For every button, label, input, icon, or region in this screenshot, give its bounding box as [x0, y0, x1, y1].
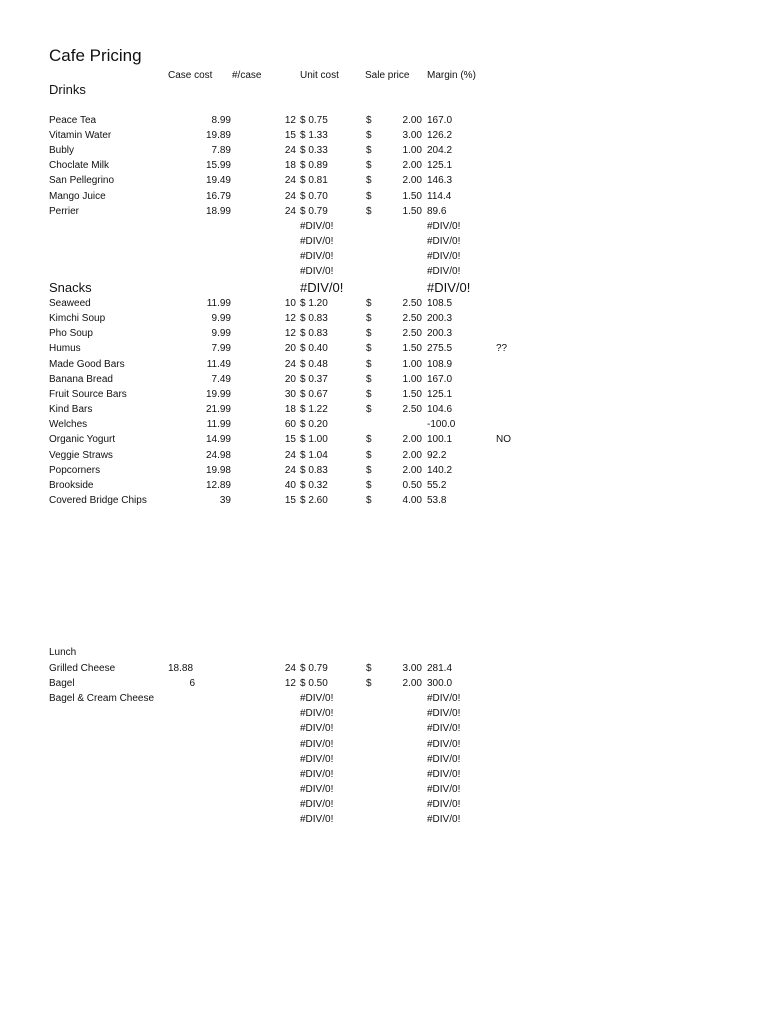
cell-margin: 167.0	[427, 373, 453, 385]
cell-unit-cost: $ 0.32	[300, 479, 328, 491]
cell-margin: 125.1	[427, 160, 453, 172]
cell-margin: 55.2	[427, 479, 447, 491]
cell-case-cost: 11.49	[206, 358, 231, 370]
cell-case-cost: 6	[189, 678, 195, 690]
cell-item: Mango Juice	[49, 190, 106, 202]
cell-per-case: 24	[284, 175, 296, 187]
cell-case-cost: 7.99	[211, 343, 231, 355]
snacks-unit-cost-error: #DIV/0!	[300, 280, 344, 295]
cell-per-case: 15	[284, 434, 296, 446]
cell-item: Kind Bars	[49, 404, 93, 416]
header-sale-price: Sale price	[365, 70, 410, 81]
cell-unit-cost: #DIV/0!	[300, 753, 334, 765]
cell-unit-cost: #DIV/0!	[300, 250, 334, 262]
cell-dollar: $	[366, 449, 372, 461]
cell-case-cost: 18.88	[168, 663, 194, 674]
cell-unit-cost: $ 0.33	[300, 145, 328, 157]
cell-unit-cost: $ 0.37	[300, 373, 328, 385]
cell-item: Perrier	[49, 205, 80, 217]
cell-item: Veggie Straws	[49, 449, 113, 461]
cell-margin: 92.2	[427, 449, 447, 461]
cell-sale-price: 0.50	[402, 479, 422, 491]
header-case-cost: Case cost	[168, 70, 213, 81]
cell-margin: 300.0	[427, 678, 453, 690]
cell-dollar: $	[366, 298, 372, 309]
cell-unit-cost: #DIV/0!	[300, 708, 334, 720]
cell-margin: 104.6	[427, 404, 453, 416]
cell-dollar: $	[366, 205, 372, 217]
page-title: Cafe Pricing	[49, 46, 142, 65]
cell-per-case: 12	[284, 313, 296, 325]
cell-margin: 167.0	[427, 115, 453, 126]
cell-unit-cost: $ 0.81	[300, 175, 328, 187]
cell-case-cost: 18.99	[205, 205, 231, 217]
cell-margin: #DIV/0!	[427, 768, 461, 780]
cell-item: Banana Bread	[49, 373, 113, 385]
cell-item: Fruit Source Bars	[49, 388, 127, 400]
cell-sale-price: 2.00	[402, 449, 422, 461]
cell-dollar: $	[366, 328, 372, 340]
cell-case-cost: 39	[219, 494, 231, 506]
cell-case-cost: 19.49	[205, 175, 231, 187]
cell-unit-cost: $ 0.83	[300, 313, 328, 325]
cell-sale-price: 2.00	[402, 464, 422, 476]
cell-unit-cost: $ 0.20	[300, 419, 328, 431]
cell-unit-cost: #DIV/0!	[300, 768, 334, 780]
cell-item: Organic Yogurt	[49, 434, 116, 446]
section-drinks-title: Drinks	[49, 82, 86, 97]
cell-per-case: 12	[284, 328, 296, 340]
cell-margin: #DIV/0!	[427, 753, 461, 765]
cell-per-case: 20	[284, 343, 296, 355]
cell-sale-price: 2.00	[402, 175, 422, 187]
snacks-margin-error: #DIV/0!	[427, 280, 471, 295]
cell-sale-price: 1.50	[402, 190, 422, 202]
cell-item: Bubly	[49, 145, 75, 157]
cell-unit-cost: #DIV/0!	[300, 220, 334, 232]
section-lunch-title: Lunch	[49, 647, 77, 658]
cell-unit-cost: $ 1.20	[300, 298, 328, 309]
cell-sale-price: 2.00	[402, 160, 422, 172]
cell-unit-cost: $ 0.83	[300, 464, 328, 476]
cell-per-case: 24	[284, 190, 296, 202]
cell-unit-cost: $ 0.67	[300, 388, 328, 400]
cell-sale-price: 2.00	[402, 115, 422, 126]
cell-case-cost: 21.99	[205, 404, 231, 416]
cell-unit-cost: $ 0.48	[300, 358, 328, 370]
header-per-case: #/case	[232, 70, 262, 81]
cell-unit-cost: $ 0.89	[300, 160, 328, 172]
cell-unit-cost: $ 1.22	[300, 404, 328, 416]
cell-margin: 146.3	[427, 175, 453, 187]
cell-case-cost: 7.89	[211, 145, 231, 157]
cell-unit-cost: $ 0.79	[300, 205, 328, 217]
cell-margin: #DIV/0!	[427, 723, 461, 735]
cell-item: Seaweed	[49, 298, 91, 309]
cell-per-case: 30	[284, 388, 296, 400]
cell-item: Humus	[49, 343, 81, 355]
header-unit-cost: Unit cost	[300, 70, 339, 81]
cell-per-case: 24	[284, 464, 296, 476]
cell-margin: 108.5	[427, 298, 453, 309]
cell-margin: 200.3	[427, 328, 453, 340]
cell-margin: #DIV/0!	[427, 783, 461, 795]
cell-case-cost: 9.99	[211, 328, 231, 340]
cell-per-case: 12	[284, 115, 296, 126]
cell-dollar: $	[366, 145, 372, 157]
cell-case-cost: 19.89	[205, 130, 231, 142]
cell-sale-price: 1.50	[402, 205, 422, 217]
cell-case-cost: 19.99	[205, 388, 231, 400]
cell-margin: 204.2	[427, 145, 453, 157]
cell-unit-cost: #DIV/0!	[300, 235, 334, 247]
cell-unit-cost: $ 0.40	[300, 343, 328, 355]
cell-per-case: 12	[284, 678, 296, 690]
cell-margin: 275.5	[427, 343, 453, 355]
cell-per-case: 24	[284, 145, 296, 157]
cell-per-case: 40	[284, 479, 296, 491]
cell-sale-price: 2.50	[402, 298, 422, 309]
cell-item: Popcorners	[49, 464, 101, 476]
cell-unit-cost: #DIV/0!	[300, 783, 334, 795]
cell-unit-cost: $ 0.83	[300, 328, 328, 340]
header-margin: Margin (%)	[427, 70, 476, 81]
cell-dollar: $	[366, 494, 372, 506]
cell-margin: 125.1	[427, 388, 453, 400]
cell-per-case: 24	[284, 449, 296, 461]
cell-sale-price: 3.00	[402, 130, 422, 142]
cell-margin: #DIV/0!	[427, 266, 461, 277]
cell-unit-cost: $ 0.75	[300, 115, 328, 126]
cell-margin: 281.4	[427, 663, 453, 674]
cell-item: Made Good Bars	[49, 358, 125, 370]
cell-item: Grilled Cheese	[49, 663, 116, 674]
cell-margin: 89.6	[427, 205, 447, 217]
cell-dollar: $	[366, 434, 372, 446]
cell-margin: #DIV/0!	[427, 235, 461, 247]
cell-margin: -100.0	[427, 419, 456, 431]
cell-case-cost: 24.98	[205, 449, 231, 461]
cell-item: Kimchi Soup	[49, 313, 106, 325]
cell-item: Welches	[49, 419, 88, 431]
cell-dollar: $	[366, 464, 372, 476]
cell-margin: #DIV/0!	[427, 814, 461, 825]
cell-item: Bagel & Cream Cheese	[49, 693, 155, 705]
cell-item: Peace Tea	[49, 115, 97, 126]
cell-item: San Pellegrino	[49, 175, 115, 187]
cell-unit-cost: $ 0.70	[300, 190, 328, 202]
cell-item: Covered Bridge Chips	[49, 494, 147, 506]
cell-unit-cost: $ 1.04	[300, 449, 328, 461]
cell-dollar: $	[366, 479, 372, 491]
cell-unit-cost: #DIV/0!	[300, 723, 334, 735]
section-snacks-title: Snacks	[49, 280, 92, 295]
cell-unit-cost: #DIV/0!	[300, 693, 334, 705]
cell-per-case: 24	[284, 358, 296, 370]
cell-case-cost: 12.89	[205, 479, 231, 491]
cell-per-case: 24	[284, 205, 296, 217]
cell-case-cost: 14.99	[205, 434, 231, 446]
cell-case-cost: 9.99	[211, 313, 231, 325]
cell-sale-price: 3.00	[402, 663, 422, 674]
cell-unit-cost: $ 1.33	[300, 130, 328, 142]
cell-sale-price: 2.50	[402, 328, 422, 340]
cell-unit-cost: #DIV/0!	[300, 266, 334, 277]
cell-margin: #DIV/0!	[427, 738, 461, 750]
cell-dollar: $	[366, 190, 372, 202]
cell-case-cost: 16.79	[205, 190, 231, 202]
cell-margin: 100.1	[427, 434, 453, 446]
cell-dollar: $	[366, 373, 372, 385]
cell-dollar: $	[366, 678, 372, 690]
cell-case-cost: 19.98	[205, 464, 231, 476]
cell-sale-price: 2.00	[402, 434, 422, 446]
cell-margin: 114.4	[427, 190, 452, 202]
cell-margin: #DIV/0!	[427, 220, 461, 232]
cell-dollar: $	[366, 343, 372, 355]
cell-per-case: 18	[284, 160, 296, 172]
cell-case-cost: 8.99	[211, 115, 231, 126]
cell-margin: #DIV/0!	[427, 798, 461, 810]
cell-item: Choclate Milk	[49, 160, 110, 172]
cell-per-case: 60	[284, 419, 296, 431]
cell-unit-cost: #DIV/0!	[300, 814, 334, 825]
cell-item: Vitamin Water	[49, 130, 112, 142]
cell-sale-price: 1.50	[402, 388, 422, 400]
cell-sale-price: 4.00	[402, 494, 422, 506]
cell-per-case: 20	[284, 373, 296, 385]
cell-margin: 126.2	[427, 130, 453, 142]
cell-item: Bagel	[49, 678, 75, 690]
cell-dollar: $	[366, 175, 372, 187]
cell-dollar: $	[366, 160, 372, 172]
cell-sale-price: 1.00	[402, 373, 422, 385]
cell-note: NO	[496, 434, 511, 446]
cell-sale-price: 1.00	[402, 145, 422, 157]
cell-unit-cost: #DIV/0!	[300, 738, 334, 750]
cell-sale-price: 2.50	[402, 313, 422, 325]
cell-sale-price: 2.50	[402, 404, 422, 416]
cell-margin: 53.8	[427, 494, 447, 506]
cell-per-case: 15	[284, 130, 296, 142]
cell-dollar: $	[366, 388, 372, 400]
cell-margin: #DIV/0!	[427, 693, 461, 705]
cell-sale-price: 1.00	[402, 358, 422, 370]
cell-dollar: $	[366, 358, 372, 370]
cell-note: ??	[496, 343, 508, 355]
cell-unit-cost: $ 2.60	[300, 494, 328, 506]
cell-dollar: $	[366, 663, 372, 674]
cell-case-cost: 15.99	[205, 160, 231, 172]
cell-unit-cost: $ 1.00	[300, 434, 328, 446]
cell-unit-cost: $ 0.79	[300, 663, 328, 674]
cell-per-case: 24	[284, 663, 296, 674]
cell-sale-price: 1.50	[402, 343, 422, 355]
cell-dollar: $	[366, 130, 372, 142]
cell-case-cost: 11.99	[206, 419, 231, 431]
cell-item: Pho Soup	[49, 328, 93, 340]
cell-dollar: $	[366, 404, 372, 416]
cell-case-cost: 7.49	[211, 373, 231, 385]
cell-dollar: $	[366, 313, 372, 325]
cell-margin: #DIV/0!	[427, 708, 461, 720]
cell-per-case: 15	[284, 494, 296, 506]
cell-dollar: $	[366, 115, 372, 126]
cell-per-case: 18	[284, 404, 296, 416]
cell-item: Brookside	[49, 479, 94, 491]
cell-margin: #DIV/0!	[427, 250, 461, 262]
cell-margin: 200.3	[427, 313, 453, 325]
cell-sale-price: 2.00	[402, 678, 422, 690]
cell-unit-cost: $ 0.50	[300, 678, 328, 690]
cell-unit-cost: #DIV/0!	[300, 798, 334, 810]
cell-case-cost: 11.99	[206, 298, 231, 309]
cell-margin: 140.2	[427, 464, 453, 476]
cell-margin: 108.9	[427, 358, 453, 370]
cell-per-case: 10	[284, 298, 296, 309]
